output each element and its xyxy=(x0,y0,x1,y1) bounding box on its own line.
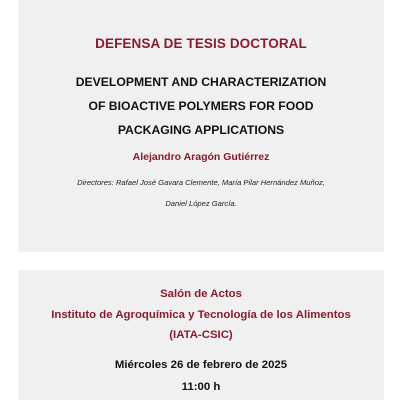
event-date: Miércoles 26 de febrero de 2025 xyxy=(114,359,288,371)
venue-institute: Instituto de Agroquímica y Tecnología de los Alimentos xyxy=(51,308,351,321)
author-name: Alejandro Aragón Gutiérrez xyxy=(132,151,270,163)
event-time: 11:00 h xyxy=(181,381,221,393)
event-details-card xyxy=(18,270,384,400)
event-heading: DEFENSA DE TESIS DOCTORAL xyxy=(95,36,307,51)
venue-room: Salón de Actos xyxy=(160,288,242,300)
thesis-title xyxy=(18,70,384,142)
thesis-title-line: DEVELOPMENT AND CHARACTERIZATION xyxy=(75,75,327,89)
thesis-info-card xyxy=(18,0,384,252)
directors-list xyxy=(18,172,384,214)
thesis-title-line: OF BIOACTIVE POLYMERS FOR FOOD xyxy=(88,99,314,113)
thesis-title-line: PACKAGING APPLICATIONS xyxy=(117,123,285,137)
directors-line: Daniel López García. xyxy=(165,199,237,208)
event-datetime xyxy=(18,354,384,398)
venue xyxy=(18,284,384,346)
directors-line: Directores: Rafael José Gavara Clemente, María Pilar Hernández Muñoz, xyxy=(77,178,325,187)
venue-acronym: (IATA-CSIC) xyxy=(169,329,233,341)
